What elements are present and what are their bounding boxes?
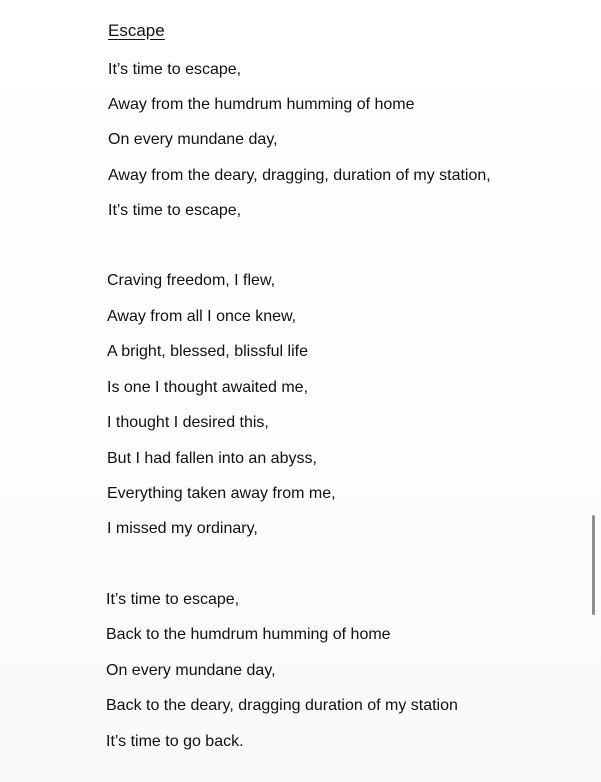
- stanza-2-line-7: Everything taken away from me,: [107, 485, 336, 502]
- stanza-3-line-4: Back to the deary, dragging duration of my station: [106, 697, 458, 714]
- stanza-1-line-4: Away from the deary, dragging, duration of my station,: [108, 167, 491, 184]
- stanza-2-line-3: A bright, blessed, blissful life: [107, 343, 308, 360]
- stanza-3-line-2: Back to the humdrum humming of home: [106, 626, 391, 643]
- stanza-1-line-5: It’s time to escape,: [108, 202, 242, 219]
- stanza-3-line-1: It’s time to escape,: [106, 591, 240, 608]
- stanza-2-line-6: But I had fallen into an abyss,: [107, 450, 317, 467]
- stanza-2-line-1: Craving freedom, I flew,: [107, 272, 276, 289]
- poem-title: Escape: [108, 21, 165, 40]
- stanza-1-line-3: On every mundane day,: [108, 131, 278, 148]
- stanza-2-line-5: I thought I desired this,: [107, 414, 269, 431]
- stanza-1-line-2: Away from the humdrum humming of home: [108, 96, 415, 113]
- vertical-scrollbar[interactable]: [592, 515, 595, 615]
- stanza-3-line-5: It’s time to go back.: [106, 733, 244, 750]
- stanza-3-line-3: On every mundane day,: [106, 662, 276, 679]
- stanza-2-line-2: Away from all I once knew,: [107, 308, 297, 325]
- stanza-1-line-1: It’s time to escape,: [108, 61, 242, 78]
- stanza-2-line-4: Is one I thought awaited me,: [107, 379, 309, 396]
- stanza-2-line-8: I missed my ordinary,: [107, 520, 258, 537]
